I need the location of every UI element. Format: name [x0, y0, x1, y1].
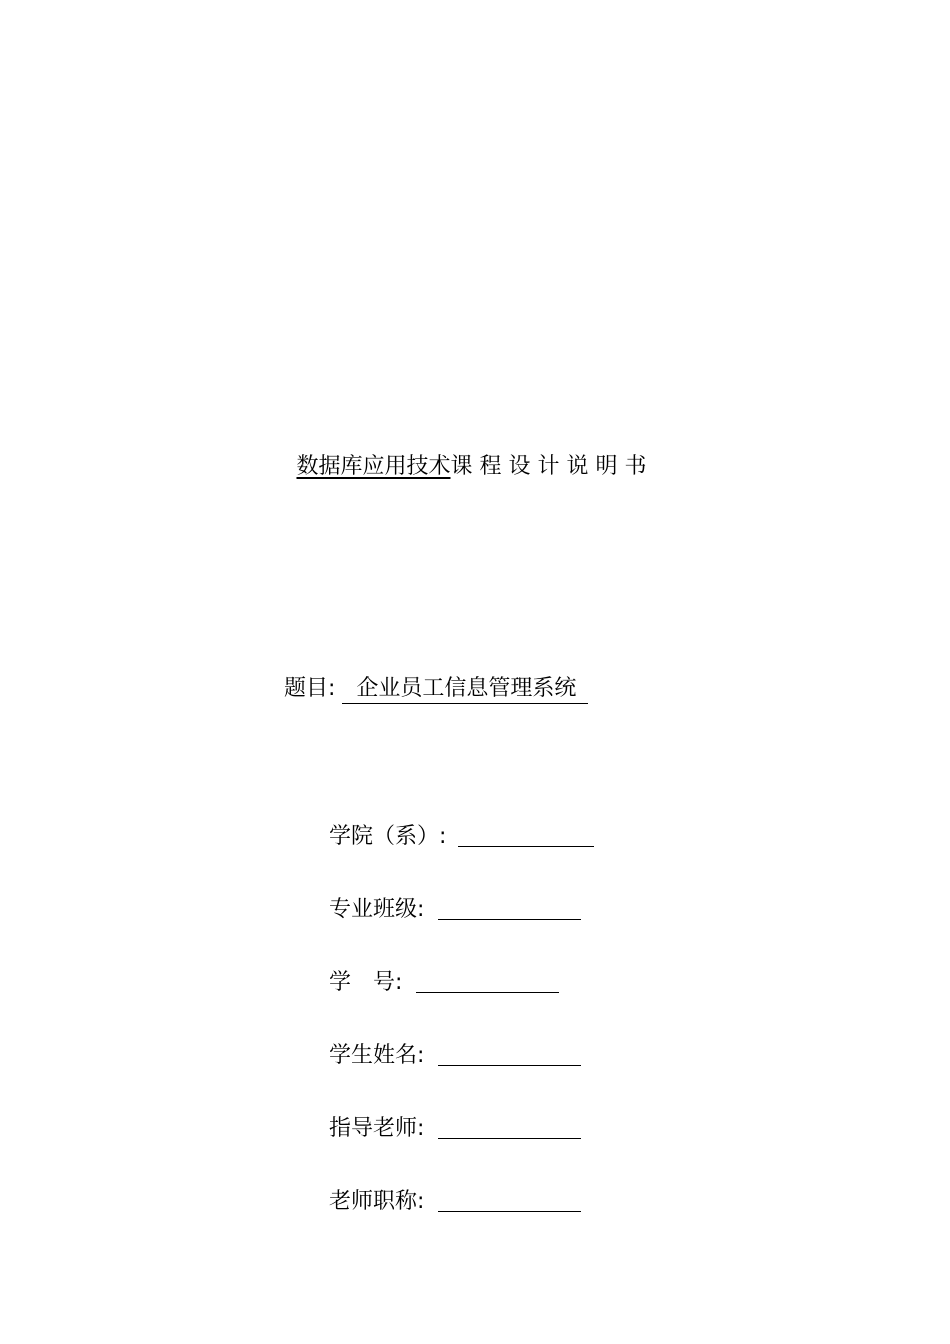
- topic-label: 题目:: [284, 676, 336, 701]
- field-class: [329, 895, 581, 925]
- field-advisor-title-label: 老师职称:: [329, 1189, 425, 1214]
- field-class-blank: [438, 918, 581, 920]
- field-advisor-blank: [438, 1137, 581, 1139]
- field-college-blank: [458, 845, 594, 847]
- topic-line: [284, 674, 588, 704]
- document-title: [0, 452, 950, 482]
- field-student-id-blank: [416, 991, 559, 993]
- field-student-name-blank: [438, 1064, 581, 1066]
- field-class-label: 专业班级:: [329, 897, 425, 922]
- field-advisor-title: [329, 1187, 581, 1217]
- field-college: [329, 822, 594, 852]
- course-name: 数据库应用技术: [296, 454, 451, 479]
- field-advisor-title-blank: [438, 1210, 581, 1212]
- field-student-id-label: 学 号:: [329, 970, 403, 995]
- field-advisor-label: 指导老师:: [329, 1116, 425, 1141]
- field-college-label: 学院（系）:: [329, 824, 447, 849]
- field-student-name: [329, 1041, 581, 1071]
- topic-value: 企业员工信息管理系统: [342, 675, 588, 704]
- field-advisor: [329, 1114, 581, 1144]
- field-student-id: [329, 968, 559, 998]
- field-student-name-label: 学生姓名:: [329, 1043, 425, 1068]
- document-type: 课程设计说明书: [450, 454, 654, 479]
